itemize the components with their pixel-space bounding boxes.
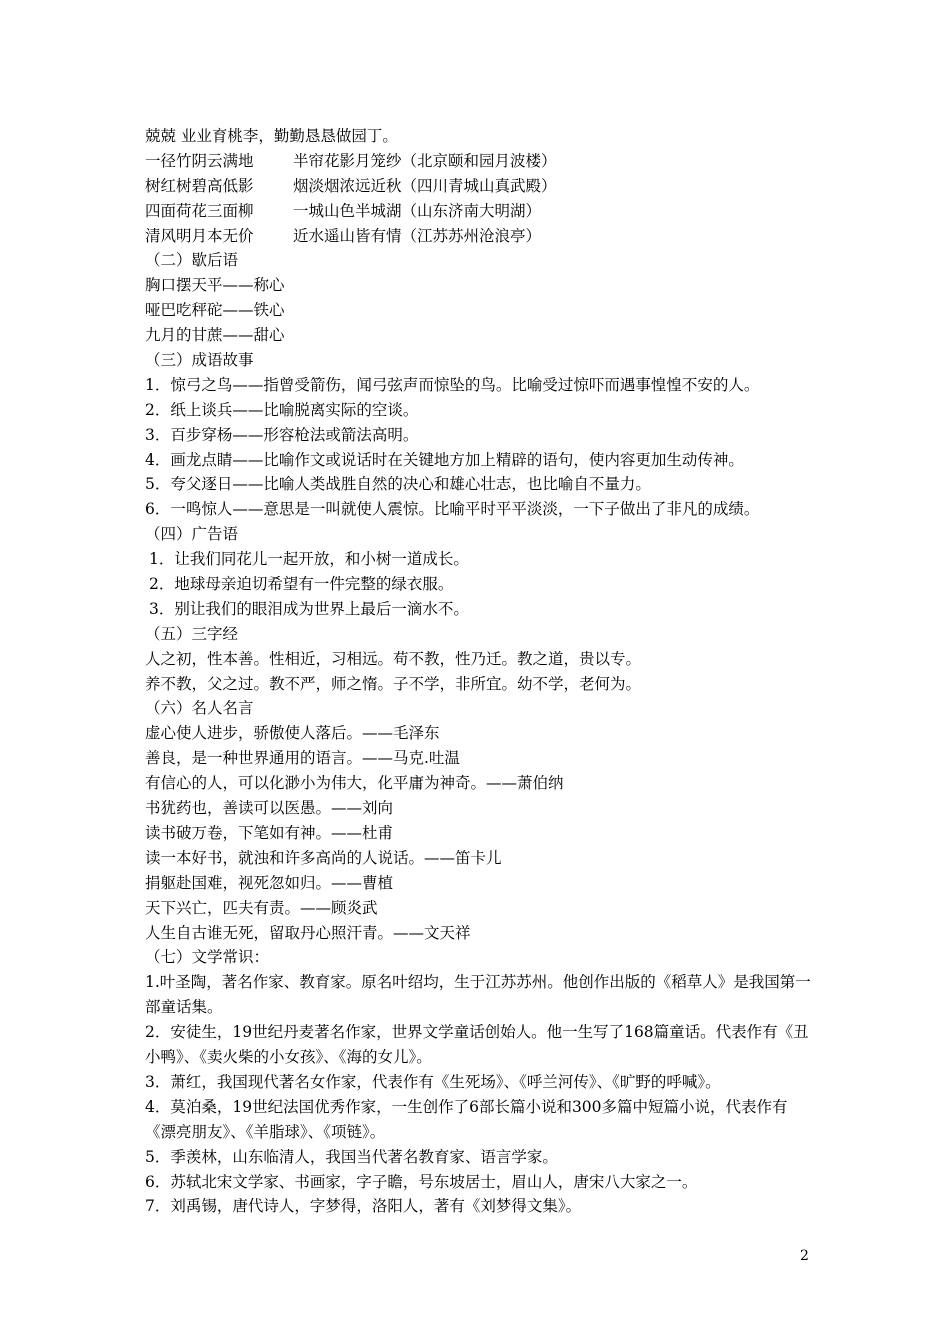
- couplet-second: 半帘花影月笼纱（北京颐和园月波楼）: [293, 151, 557, 170]
- idiom-item: 2．纸上谈兵——比喻脱离实际的空谈。: [145, 400, 419, 419]
- quote-item: 读一本好书，就浊和许多高尚的人说话。——笛卡儿: [145, 848, 502, 867]
- couplet-line: [145, 149, 815, 174]
- literature-item: 7．刘禹锡，唐代诗人，字梦得，洛阳人，著有《刘梦得文集》。: [145, 1197, 582, 1216]
- ad-item: 3．别让我们的眼泪成为世界上最后一滴水不。: [149, 599, 469, 618]
- idiom-item: 6．一鸣惊人——意思是一叫就使人震惊。比喻平时平平淡淡，一下子做出了非凡的成绩。: [145, 500, 760, 519]
- literature-item: 1.叶圣陶，著名作家、教育家。原名叶绍均，生于江苏苏州。他创作出版的《稻草人》是我国第一部童话集。: [145, 973, 811, 1017]
- couplet-line: [145, 199, 815, 224]
- text-line: 兢兢 业业育桃李，勤勤恳恳做园丁。: [145, 127, 398, 145]
- section-heading-sanzijing: （五）三字经: [145, 624, 239, 643]
- page-number: 2: [800, 1248, 809, 1264]
- quote-item: 读书破万卷，下笔如有神。——杜甫: [145, 823, 394, 842]
- idiom-item: 4．画龙点睛——比喻作文或说话时在关键地方加上精辟的语句，使内容更加生动传神。: [145, 450, 744, 469]
- quote-item: 善良，是一种世界通用的语言。——马克.吐温: [145, 749, 460, 768]
- xiehouyu-item: 九月的甘蔗——甜心: [145, 326, 285, 345]
- couplet-second: 一城山色半城湖（山东济南大明湖）: [293, 201, 542, 220]
- section-heading-xiehouyu: （二）歇后语: [145, 251, 239, 270]
- quote-item: 书犹药也，善读可以医愚。——刘向: [145, 799, 394, 818]
- literature-item: 4．莫泊桑，19世纪法国优秀作家，一生创作了6部长篇小说和300多篇中短篇小说，代表作有《漂亮朋友》、《羊脂球》、《项链》。: [145, 1097, 788, 1141]
- quote-item: 天下兴亡，匹夫有责。——顾炎武: [145, 898, 378, 917]
- couplet-first: 一径竹阴云满地: [145, 151, 254, 170]
- section-heading-literature: （七）文学常识：: [145, 948, 270, 967]
- couplet-line: [145, 174, 815, 199]
- xiehouyu-item: 胸口摆天平——称心: [145, 276, 285, 295]
- section-heading-quotes: （六）名人名言: [145, 699, 254, 718]
- quote-item: 虚心使人进步，骄傲使人落后。——毛泽东: [145, 724, 440, 743]
- section-heading-ads: （四）广告语: [145, 525, 239, 544]
- quote-item: 捐躯赴国难，视死忽如归。——曹植: [145, 873, 394, 892]
- couplet-line: [145, 224, 815, 249]
- idiom-item: 5．夸父逐日——比喻人类战胜自然的决心和雄心壮志，也比喻自不量力。: [145, 475, 651, 494]
- idiom-item: 1．惊弓之鸟——指曾受箭伤，闻弓弦声而惊坠的鸟。比喻受过惊吓而遇事惶惶不安的人。: [145, 375, 760, 394]
- literature-item: 2．安徒生，19世纪丹麦著名作家，世界文学童话创始人。他一生写了168篇童话。代表作有《丑小鸭》、《卖火柴的小女孩》、《海的女儿》。: [145, 1023, 809, 1066]
- ad-item: 2．地球母亲迫切希望有一件完整的绿衣服。: [149, 575, 454, 594]
- literature-item: 3．萧红，我国现代著名女作家，代表作有《生死场》、《呼兰河传》、《旷野的呼喊》。: [145, 1072, 721, 1091]
- couplet-second: 烟淡烟浓远近秋（四川青城山真武殿）: [293, 176, 557, 195]
- literature-item: 6．苏轼北宋文学家、书画家，字子瞻，号东坡居士，眉山人，唐宋八大家之一。: [145, 1172, 698, 1191]
- page-body: [145, 124, 815, 1219]
- literature-item: 5．季羡林，山东临清人，我国当代著名教育家、语言学家。: [145, 1147, 558, 1166]
- quote-item: 有信心的人，可以化渺小为伟大，化平庸为神奇。——萧伯纳: [145, 774, 564, 793]
- sanzijing-line: 人之初，性本善。性相近，习相远。苟不教，性乃迁。教之道，贵以专。: [145, 649, 642, 668]
- couplet-first: 树红树碧高低影: [145, 176, 254, 195]
- couplet-first: 四面荷花三面柳: [145, 201, 254, 220]
- ad-item: 1．让我们同花儿一起开放，和小树一道成长。: [149, 550, 469, 569]
- quote-item: 人生自古谁无死，留取丹心照汗青。——文天祥: [145, 923, 471, 942]
- couplet-second: 近水遥山皆有情（江苏苏州沧浪亭）: [293, 226, 542, 245]
- sanzijing-line: 养不教，父之过。教不严，师之惰。子不学，非所宜。幼不学，老何为。: [145, 674, 642, 693]
- section-heading-idioms: （三）成语故事: [145, 351, 254, 370]
- xiehouyu-item: 哑巴吃秤砣——铁心: [145, 301, 285, 320]
- couplet-first: 清风明月本无价: [145, 226, 254, 245]
- idiom-item: 3．百步穿杨——形容枪法或箭法高明。: [145, 425, 419, 444]
